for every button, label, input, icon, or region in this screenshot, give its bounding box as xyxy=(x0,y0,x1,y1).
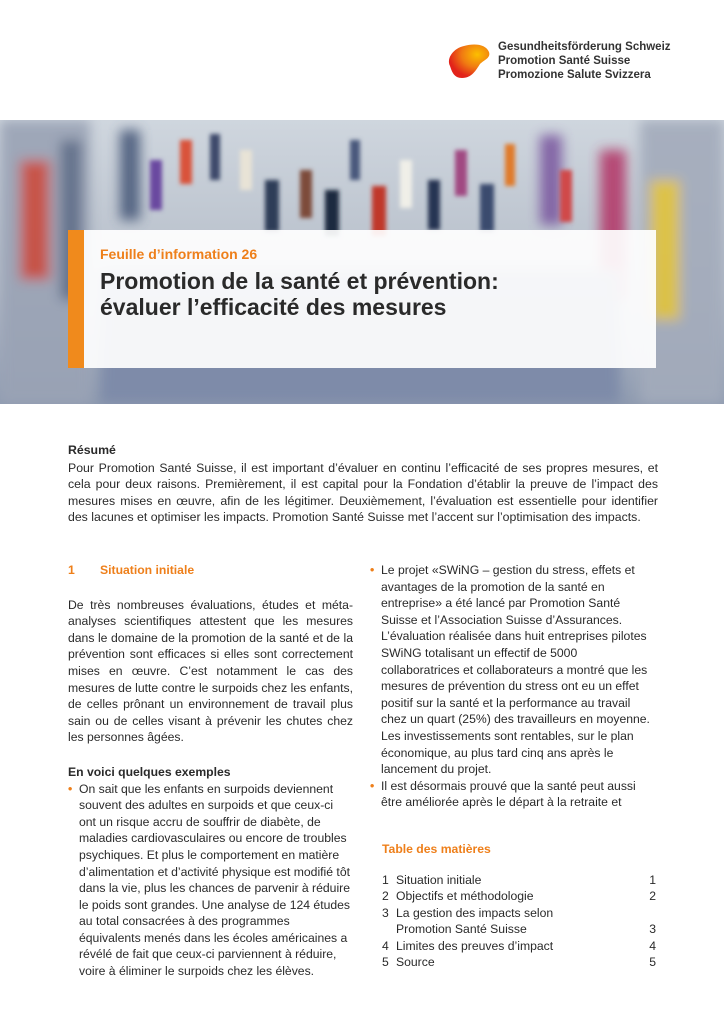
bullet-icon: • xyxy=(68,781,73,796)
toc-row[interactable] xyxy=(370,921,656,938)
summary-heading: Résumé xyxy=(68,443,116,457)
section-1-title: Situation initiale xyxy=(100,563,195,577)
toc-num xyxy=(382,921,396,938)
toc-label: Limites des preuves d’impact xyxy=(396,938,554,953)
toc-num: 3 xyxy=(382,905,389,920)
list-item xyxy=(370,562,656,778)
table-of-contents xyxy=(370,872,656,972)
toc-label: Source xyxy=(396,955,435,970)
toc-label: Situation initiale xyxy=(396,872,482,887)
toc-heading: Table des matières xyxy=(382,841,491,856)
section-1-paragraph: De très nombreuses évaluations, études et méta-analyses scientifiques attestent que les mesures dans le domaine de la promotion de la santé et de la prévention sont efficaces si elles sont correctement mises en œuvre. C’est notamment le cas des mesures de lutte contre le surpoids chez les enfants, de celles prônant un environnement de travail plus sain ou de celles visant à prévenir les chutes chez les personnes âgées. xyxy=(68,597,353,745)
list-item xyxy=(370,778,656,811)
toc-row[interactable] xyxy=(370,905,656,922)
toc-label: La gestion des impacts selon xyxy=(396,905,554,920)
section-1-number: 1 xyxy=(68,563,75,577)
toc-num: 2 xyxy=(382,889,389,904)
organization-logo xyxy=(444,40,492,80)
right-column xyxy=(370,562,656,971)
toc-page: 4 xyxy=(649,938,656,953)
toc-page: 5 xyxy=(649,955,656,970)
left-column xyxy=(68,562,353,980)
toc-row[interactable] xyxy=(370,888,656,905)
section-1-heading xyxy=(68,562,353,579)
example-text: Il est désormais prouvé que la santé peut aussi être améliorée après le départ à la retraite et xyxy=(381,778,636,810)
toc-num: 5 xyxy=(382,955,389,970)
toc-row[interactable] xyxy=(370,872,656,889)
organization-name xyxy=(498,40,671,82)
examples-list xyxy=(68,781,353,980)
org-name-de: Gesundheitsförderung Schweiz xyxy=(498,41,671,53)
example-text: On sait que les enfants en surpoids deviennent souvent des adultes en surpoids et que ceux-ci ont un risque accru de souffrir de diabète, de maladies cardiovasculaires ou encore de troubles psychiques. Et plus le comportement en matière d’alimentation et d’activité physique est modifié tôt dans la vie, plus les chances de parvenir à réduire le poids sont grandes. Une analyse de 124 études au total consacrées à des programmes équivalents menés dans les écoles américaines a révélé de fait que ceux-ci parviennent à réduire, voire à éliminer le surpoids chez les élèves. xyxy=(79,781,351,979)
toc-num: 4 xyxy=(382,938,389,953)
toc-row[interactable] xyxy=(370,954,656,971)
examples-list-continued xyxy=(370,562,656,811)
toc-row[interactable] xyxy=(370,938,656,955)
list-item xyxy=(68,781,353,980)
title-line-2: évaluer l’efficacité des mesures xyxy=(100,294,447,320)
bullet-icon: • xyxy=(370,563,375,577)
toc-page: 3 xyxy=(649,922,656,937)
bullet-icon: • xyxy=(370,778,375,793)
summary-text: Pour Promotion Santé Suisse, il est important d’évaluer en continu l’efficacité de ses propres mesures, et cela pour deux raisons. Premièrement, il est capital pour la Fondation d’établir la preuve de l’impact des mesures mises en œuvre, afin de les légitimer. Deuxièmement, l’évaluation est essentielle pour identifier des lacunes et optimiser les impacts. Promotion Santé Suisse met l’accent sur l’optimisation des impacts. xyxy=(68,460,658,525)
title-accent-bar xyxy=(68,230,84,368)
toc-page: 2 xyxy=(649,889,656,904)
examples-heading: En voici quelques exemples xyxy=(68,764,231,779)
title-line-1: Promotion de la santé et prévention: xyxy=(100,268,499,294)
factsheet-number: Feuille d’information 26 xyxy=(100,246,258,262)
org-name-it: Promozione Salute Svizzera xyxy=(498,69,651,81)
summary xyxy=(68,442,658,526)
toc-label: Objectifs et méthodologie xyxy=(396,889,534,904)
toc-num: 1 xyxy=(382,872,389,887)
toc-page xyxy=(636,905,656,922)
org-name-fr: Promotion Santé Suisse xyxy=(498,55,631,67)
toc-label: Promotion Santé Suisse xyxy=(396,922,527,937)
toc-page: 1 xyxy=(649,872,656,887)
example-text: Le projet «SWiNG – gestion du stress, effets et avantages de la promotion de la santé en entreprise» a été lancé par Promotion Santé Suisse et l’Association Suisse d’Assurances. L’évaluation réalisée dans huit entreprises pilotes SWiNG totalisant un effectif de 5000 collaboratrices et collaborateurs a montré que les mesures de prévention du stress ont eu un effet positif sur la santé et la performance au travail chez un quart (25%) des travailleurs en moyenne. Les investissements sont rentables, sur le plan économique, au plus tard cinq ans après le lancement du projet. xyxy=(381,563,650,777)
page-title xyxy=(100,268,640,320)
